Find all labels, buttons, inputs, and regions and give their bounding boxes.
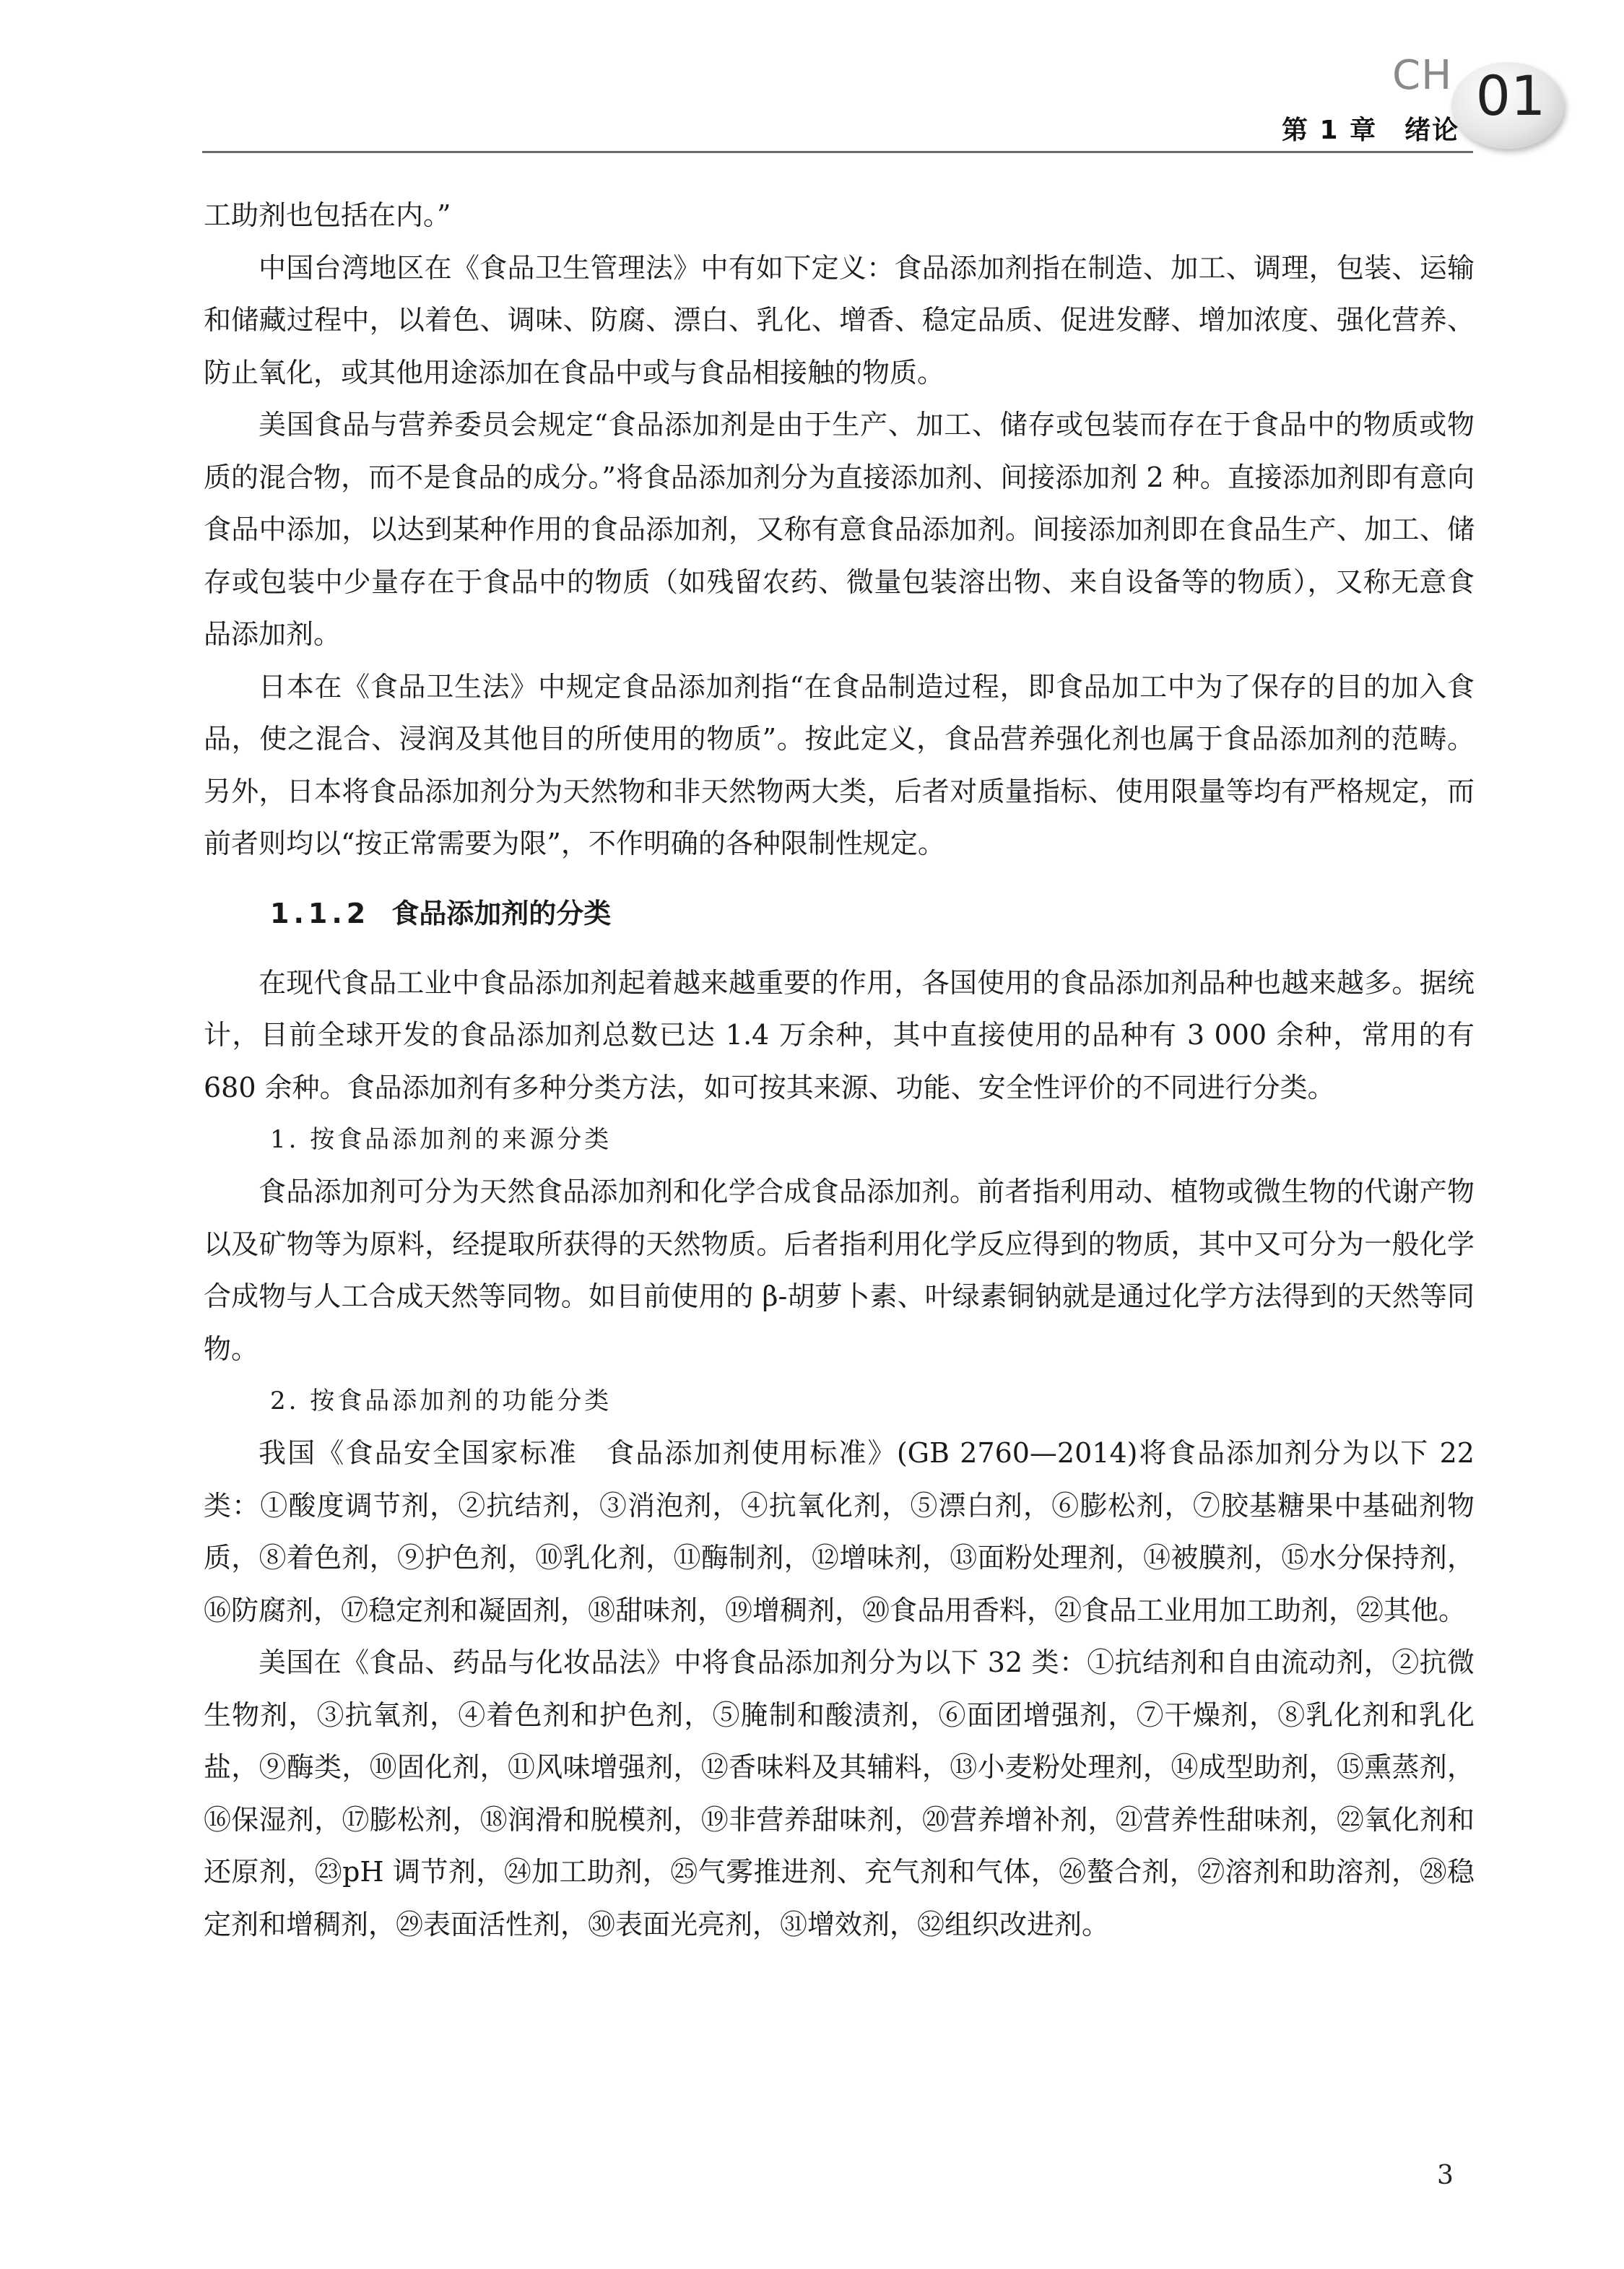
running-chapter-title: 第 1 章 绪论 [1282,116,1460,145]
section-heading [204,888,1475,940]
page-header [0,0,1624,166]
paragraph: 工助剂也包括在内。” [204,199,451,231]
paragraph: 中国台湾地区在《食品卫生管理法》中有如下定义：食品添加剂指在制造、加工、调理，包装、运输和储藏过程中，以着色、调味、防腐、漂白、乳化、增香、稳定品质、促进发酵、增加浓度、强化营养、防止氧化，或其他用途添加在食品中或与食品相接触的物质。 [204,251,1475,389]
ch-label: CH [1392,52,1453,99]
section-title: 食品添加剂的分类 [391,897,612,929]
paragraph: 食品添加剂可分为天然食品添加剂和化学合成食品添加剂。前者指利用动、植物或微生物的代谢产物以及矿物等为原料，经提取所获得的天然物质。后者指利用化学反应得到的物质，其中又可分为一般化学合成物与人工合成天然等同物。如目前使用的 β-胡萝卜素、叶绿素铜钠就是通过化学方法得到的天然等同物。 [204,1176,1475,1365]
section-number: 1.1.2 [270,897,370,929]
page-number: 3 [1437,2161,1454,2190]
paragraph: 我国《食品安全国家标准 食品添加剂使用标准》(GB 2760—2014)将食品添加剂分为以下 22 类：①酸度调节剂，②抗结剂，③消泡剂，④抗氧化剂，⑤漂白剂，⑥膨松剂，⑦胶基糖果中基础剂物质，⑧着色剂，⑨护色剂，⑩乳化剂，⑪酶制剂，⑫增味剂，⑬面粉处理剂，⑭被膜剂，⑮水分保持剂，⑯防腐剂，⑰稳定剂和凝固剂，⑱甜味剂，⑲增稠剂，⑳食品用香料，㉑食品工业用加工助剂，㉒其他。 [204,1437,1475,1626]
paragraph: 美国食品与营养委员会规定“食品添加剂是由于生产、加工、储存或包装而存在于食品中的物质或物质的混合物，而不是食品的成分。”将食品添加剂分为直接添加剂、间接添加剂 2 种。直接添加剂即有意向食品中添加，以达到某种作用的食品添加剂，又称有意食品添加剂。间接添加剂即在食品生产、加工、储存或包装中少量存在于食品中的物质（如残留农药、微量包装溶出物、来自设备等的物质），又称无意食品添加剂。 [204,409,1475,650]
paragraph: 在现代食品工业中食品添加剂起着越来越重要的作用，各国使用的食品添加剂品种也越来越多。据统计，目前全球开发的食品添加剂总数已达 1.4 万余种，其中直接使用的品种有 3 000 余种，常用的有 680 余种。食品添加剂有多种分类方法，如可按其来源、功能、安全性评价的不同进行分类。 [204,966,1475,1103]
header-rule [202,151,1473,153]
page-body [204,189,1475,1951]
chapter-number: 01 [1475,64,1546,128]
paragraph: 美国在《食品、药品与化妆品法》中将食品添加剂分为以下 32 类：①抗结剂和自由流动剂，②抗微生物剂，③抗氧剂，④着色剂和护色剂，⑤腌制和酸渍剂，⑥面团增强剂，⑦干燥剂，⑧乳化剂和乳化盐，⑨酶类，⑩固化剂，⑪风味增强剂，⑫香味料及其辅料，⑬小麦粉处理剂，⑭成型助剂，⑮熏蒸剂，⑯保湿剂，⑰膨松剂，⑱润滑和脱模剂，⑲非营养甜味剂，⑳营养增补剂，㉑营养性甜味剂，㉒氧化剂和还原剂，㉓pH 调节剂，㉔加工助剂，㉕气雾推进剂、充气剂和气体，㉖螯合剂，㉗溶剂和助溶剂，㉘稳定剂和增稠剂，㉙表面活性剂，㉚表面光亮剂，㉛增效剂，㉜组织改进剂。 [204,1647,1475,1940]
subsection-heading: 2. 按食品添加剂的功能分类 [270,1387,612,1415]
subsection-heading: 1. 按食品添加剂的来源分类 [270,1125,612,1154]
paragraph: 日本在《食品卫生法》中规定食品添加剂指“在食品制造过程，即食品加工中为了保存的目的加入食品，使之混合、浸润及其他目的所使用的物质”。按此定义，食品营养强化剂也属于食品添加剂的范畴。另外，日本将食品添加剂分为天然物和非天然物两大类，后者对质量指标、使用限量等均有严格规定，而前者则均以“按正常需要为限”，不作明确的各种限制性规定。 [204,670,1475,859]
